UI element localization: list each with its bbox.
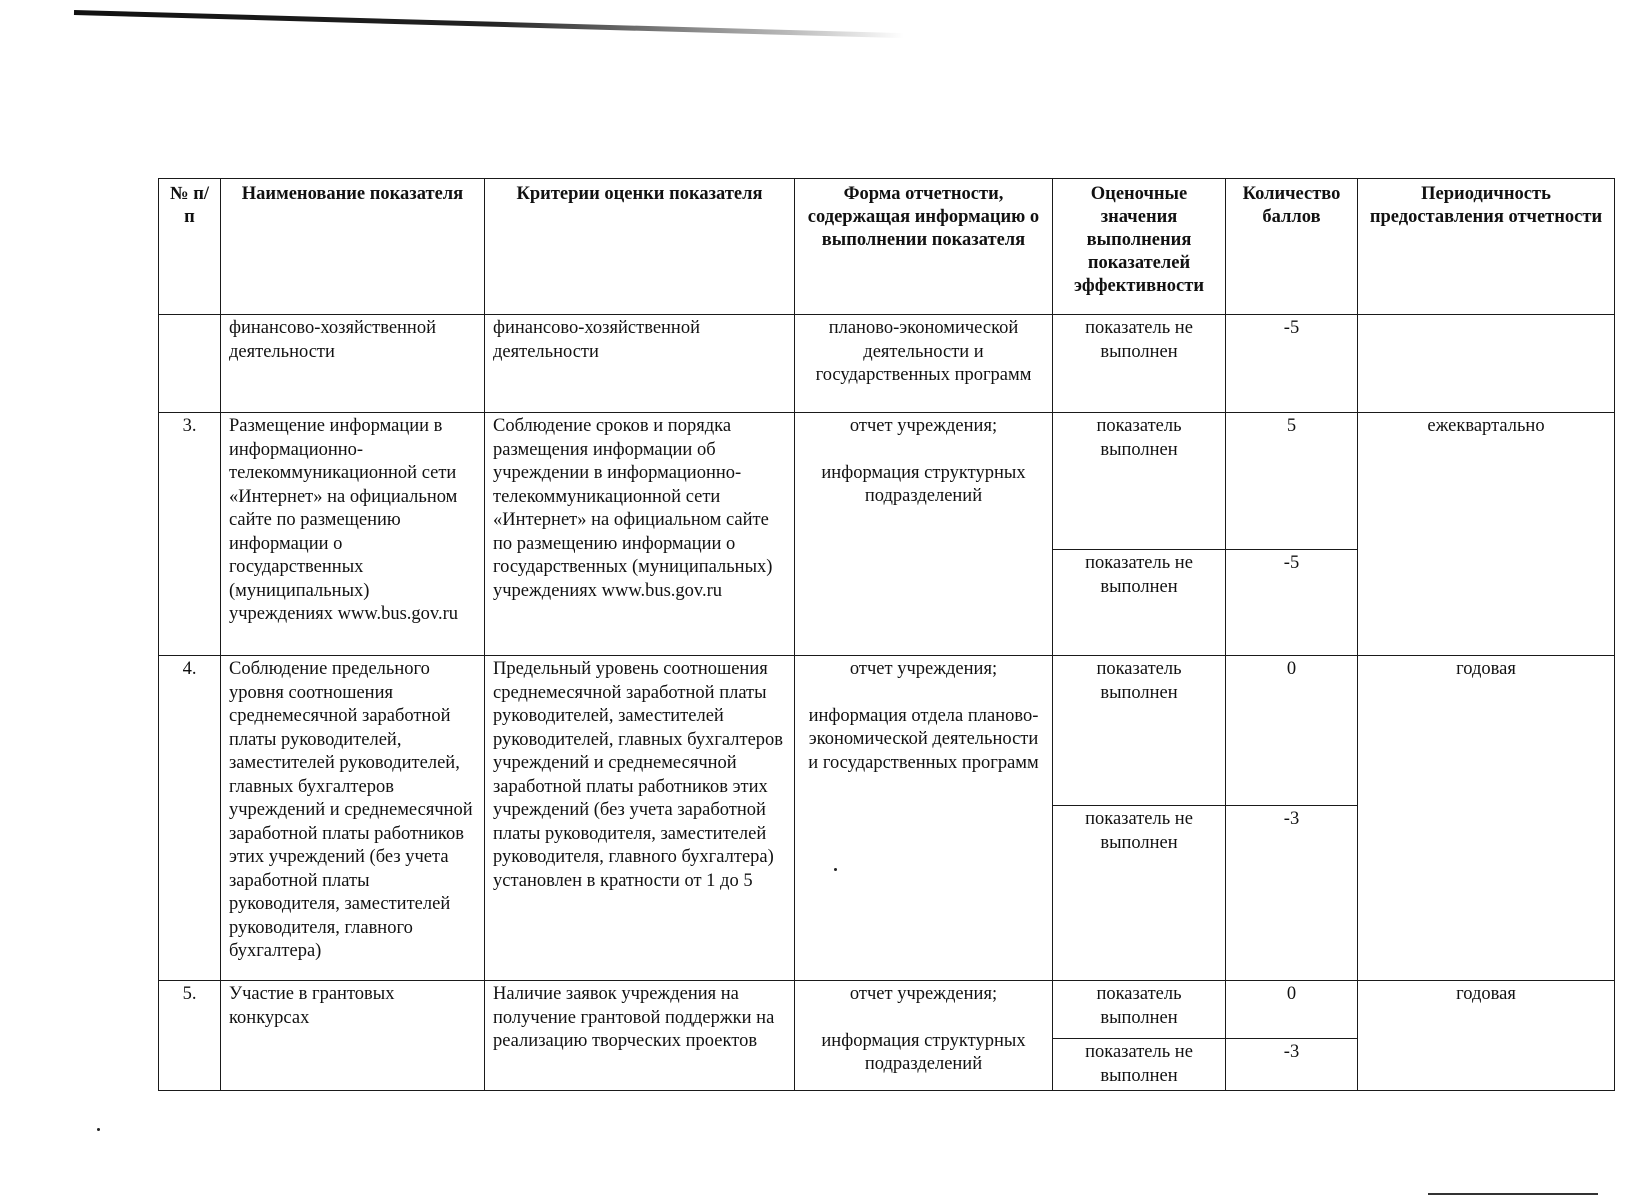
row-name: Участие в грантовых конкурсах [221, 981, 485, 1091]
row-num: 5. [159, 981, 221, 1091]
row-form-line: информация структурных подразделений [821, 1030, 1026, 1074]
row-value: показатель выполнен [1053, 981, 1226, 1039]
row-points: 0 [1226, 981, 1358, 1039]
header-points: Количество баллов [1226, 179, 1358, 315]
row-value: показатель не выполнен [1053, 1039, 1226, 1091]
header-name: Наименование показателя [221, 179, 485, 315]
row-value: показатель не выполнен [1053, 550, 1226, 656]
row-name: финансово-хозяйственной деятельности [221, 315, 485, 413]
row-form [795, 656, 1053, 981]
row-points: -5 [1226, 315, 1358, 413]
indicators-table [158, 178, 1615, 1091]
table-row [159, 656, 1615, 806]
row-value: показатель не выполнен [1053, 315, 1226, 413]
row-points: 5 [1226, 413, 1358, 550]
scan-speck [97, 1128, 100, 1131]
row-period: ежеквартально [1358, 413, 1615, 656]
row-criteria: Наличие заявок учреждения на получение грантовой поддержки на реализацию творческих проектов [485, 981, 795, 1091]
row-name: Размещение информации в информационно-телекоммуникационной сети «Интернет» на официальном сайте по размещению информации о государственных (муниципальных) учреждениях www.bus.gov.ru [221, 413, 485, 656]
row-form-line: отчет учреждения; [849, 984, 998, 1004]
row-name: Соблюдение предельного уровня соотношения среднемесячной заработной платы руководителей, заместителей руководителей, главных бухгалтеров учреждений и среднемесячной заработной платы работников этих учреждений (без учета заработной платы руководителя, заместителей руководителя, главного бухгалтера) [221, 656, 485, 981]
row-value: показатель не выполнен [1053, 806, 1226, 981]
row-num: 4. [159, 656, 221, 981]
row-criteria: Соблюдение сроков и порядка размещения информации об учреждении в информационно-телекоммуникационной сети «Интернет» на официальном сайте по размещению информации о государственных (муниципальных) учреждениях www.bus.gov.ru [485, 413, 795, 656]
table-row [159, 315, 1615, 413]
row-value: показатель выполнен [1053, 656, 1226, 806]
row-form-line: отчет учреждения; [849, 416, 998, 436]
row-criteria: Предельный уровень соотношения среднемесячной заработной платы руководителей, заместителей руководителей, главных бухгалтеров учреждений и среднемесячной заработной платы работников этих учреждений (без учета заработной платы руководителя, заместителей руководителя, главного бухгалтера) установлен в кратности от 1 до 5 [485, 656, 795, 981]
header-values: Оценочные значения выполнения показателей эффективности [1053, 179, 1226, 315]
row-points: -5 [1226, 550, 1358, 656]
scan-artifact-line [1428, 1193, 1598, 1195]
row-form [795, 981, 1053, 1091]
row-num [159, 315, 221, 413]
row-period: годовая [1358, 656, 1615, 981]
row-form-line: отчет учреждения; [849, 659, 998, 679]
row-period: годовая [1358, 981, 1615, 1091]
row-num: 3. [159, 413, 221, 656]
scan-artifact-line [74, 10, 904, 38]
row-form-line: информация отдела планово-экономической деятельности и государственных программ [808, 705, 1039, 773]
row-form [795, 413, 1053, 656]
row-form-line: информация структурных подразделений [821, 462, 1026, 506]
table-header-row [159, 179, 1615, 315]
header-form: Форма отчетности, содержащая информацию о выполнении показателя [795, 179, 1053, 315]
table-row [159, 981, 1615, 1039]
row-value: показатель выполнен [1053, 413, 1226, 550]
row-criteria: финансово-хозяйственной деятельности [485, 315, 795, 413]
row-points: -3 [1226, 1039, 1358, 1091]
header-period: Периодичность предоставления отчетности [1358, 179, 1615, 315]
header-criteria: Критерии оценки показателя [485, 179, 795, 315]
table-row [159, 413, 1615, 550]
row-form: планово-экономической деятельности и государственных программ [795, 315, 1053, 413]
header-num: № п/п [159, 179, 221, 315]
row-points: -3 [1226, 806, 1358, 981]
row-points: 0 [1226, 656, 1358, 806]
row-period [1358, 315, 1615, 413]
